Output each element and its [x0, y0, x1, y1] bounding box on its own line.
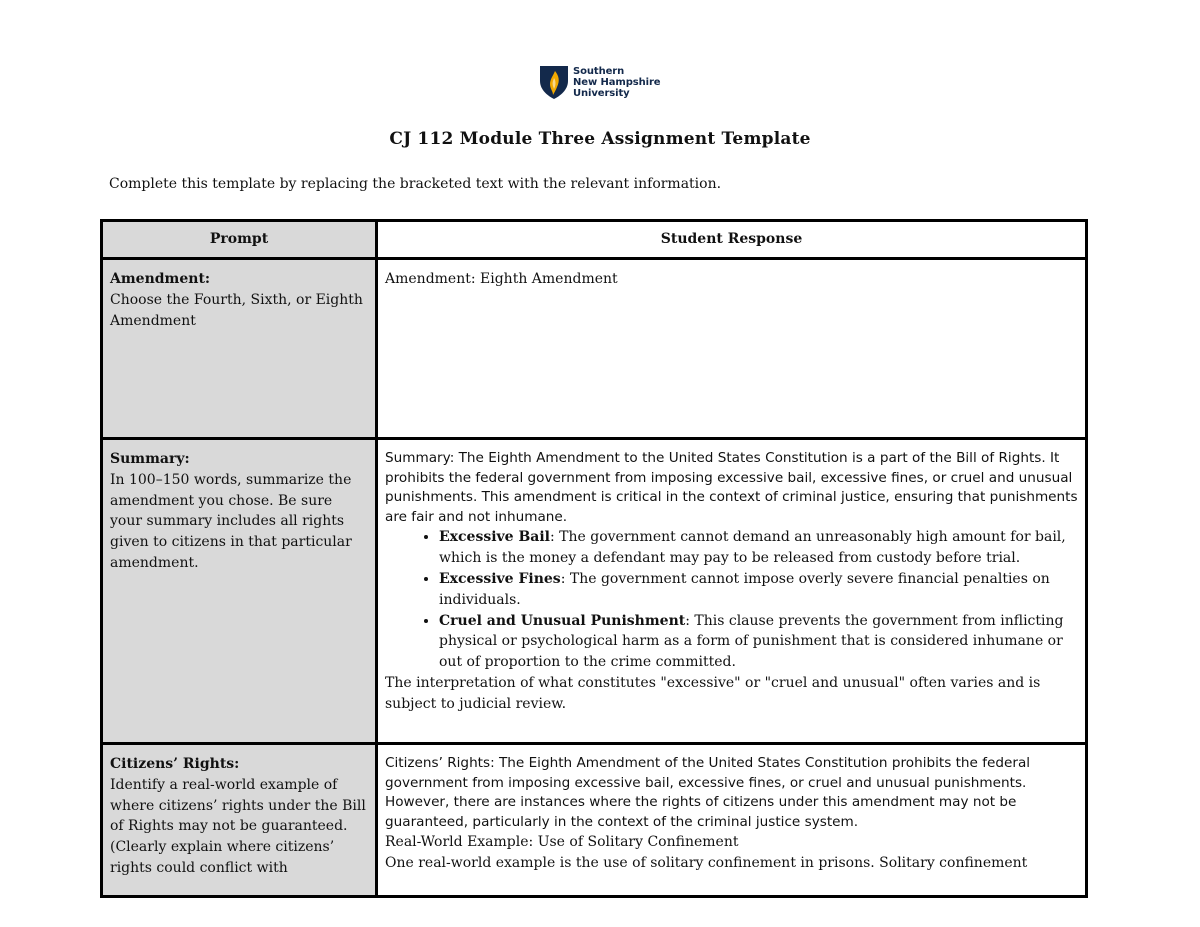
prompt-cell-rights: [102, 744, 377, 897]
rights-example-text: One real-world example is the use of solitary confinement in prisons. Solitary confinement: [385, 855, 1028, 872]
bullet-term: Excessive Bail: [439, 529, 550, 546]
assignment-table: [100, 219, 1088, 898]
prompt-title-rights: Citizens’ Rights:: [110, 756, 240, 772]
list-item: [439, 611, 1078, 673]
bullet-term: Cruel and Unusual Punishment: [439, 612, 686, 629]
summary-bullet-list: [385, 527, 1078, 673]
prompt-desc-rights: Identify a real-world example of where citizens’ rights under the Bill of Rights may not be guaranteed. (Clearly explain where citizens’ rights could conflict with: [110, 776, 366, 876]
university-shield-icon: [538, 64, 570, 100]
table-row-citizens-rights: [102, 744, 1087, 897]
logo-line-1: Southern: [573, 65, 625, 77]
table-row-summary: [102, 439, 1087, 744]
header-prompt: Prompt: [102, 221, 377, 259]
list-item: [439, 569, 1078, 611]
rights-example-heading: Real-World Example: Use of Solitary Confinement: [385, 834, 739, 851]
bullet-text: : The government cannot impose overly severe financial penalties on individuals.: [439, 570, 1050, 608]
response-cell-summary[interactable]: [377, 439, 1087, 744]
rights-intro: Citizens’ Rights: The Eighth Amendment of the United States Constitution prohibits the federal government from imposing excessive bail, excessive fines, or cruel and unusual punishments. However, there are instances where the rights of citizens under this amendment may not be guaranteed, particularly in the context of the criminal justice system.: [385, 755, 1031, 830]
prompt-desc-summary: In 100–150 words, summarize the amendment you chose. Be sure your summary includes all rights given to citizens in that particular amendment.: [110, 471, 352, 571]
prompt-cell-summary: [102, 439, 377, 744]
response-cell-rights[interactable]: [377, 744, 1087, 897]
summary-closing: The interpretation of what constitutes "excessive" or "cruel and unusual" often varies and is subject to judicial review.: [385, 674, 1041, 712]
logo-line-3: University: [573, 87, 630, 99]
table-header-row: [102, 221, 1087, 259]
bullet-text: : The government cannot demand an unreasonably high amount for bail, which is the money a defendant may pay to be released from custody before trial.: [439, 529, 1066, 567]
prompt-desc-amendment: Choose the Fourth, Sixth, or Eighth Amendment: [110, 291, 363, 329]
table-row-amendment: [102, 259, 1087, 439]
header-student-response: Student Response: [377, 221, 1087, 259]
list-item: [439, 527, 1078, 569]
bullet-term: Excessive Fines: [439, 570, 561, 587]
page-title: CJ 112 Module Three Assignment Template: [389, 129, 811, 149]
logo-wordmark: [573, 66, 660, 99]
prompt-title-amendment: Amendment:: [110, 271, 211, 287]
response-amendment: Amendment: Eighth Amendment: [385, 271, 618, 287]
prompt-cell-amendment: [102, 259, 377, 439]
response-cell-amendment[interactable]: [377, 259, 1087, 439]
prompt-title-summary: Summary:: [110, 451, 190, 467]
instructions-text: Complete this template by replacing the bracketed text with the relevant information.: [109, 176, 722, 192]
logo-line-2: New Hampshire: [573, 76, 661, 88]
snhu-logo: [538, 64, 660, 100]
bullet-text: : This clause prevents the government from inflicting physical or psychological harm as a form of punishment that is considered inhumane or out of proportion to the crime committed.: [439, 612, 1064, 671]
summary-intro: Summary: The Eighth Amendment to the United States Constitution is a part of the Bill of Rights. It prohibits the federal government from imposing excessive bail, excessive fines, or cruel and unusual punishments. This amendment is critical in the context of criminal justice, ensuring that punishments are fair and not inhumane.: [385, 450, 1078, 525]
